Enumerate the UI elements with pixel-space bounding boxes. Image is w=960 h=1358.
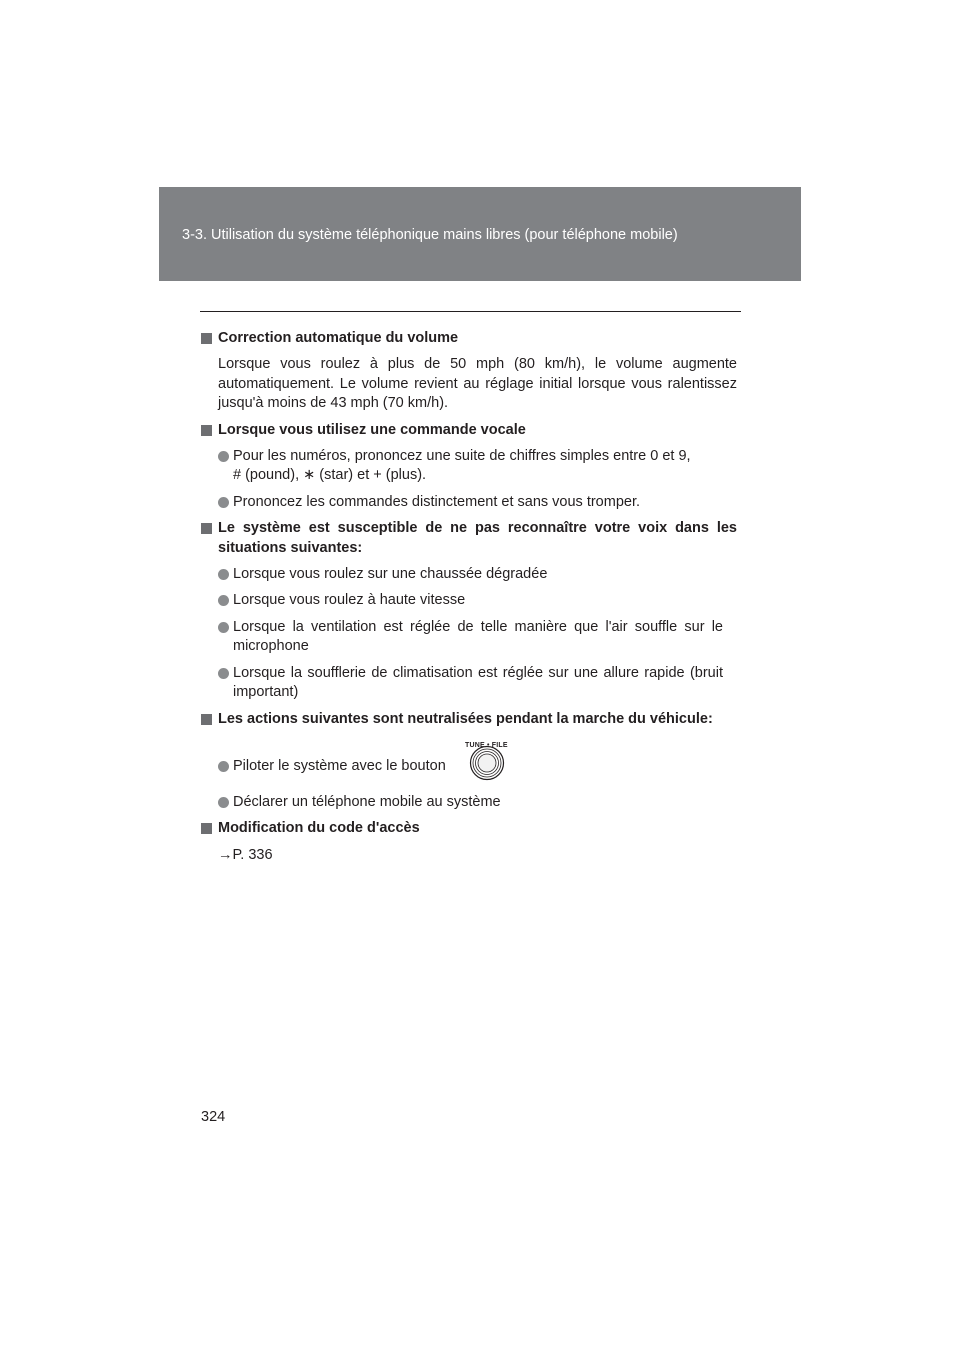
square-bullet-icon — [201, 714, 212, 725]
section-heading-text: Le système est susceptible de ne pas reconnaître votre voix dans les situations suivantes: — [218, 520, 737, 556]
round-bullet-icon — [218, 797, 229, 808]
section-heading-not-recognized — [201, 519, 737, 558]
list-item — [201, 565, 737, 584]
page-reference: →P. 336 — [218, 846, 273, 863]
list-item-text: Pour les numéros, prononcez une suite de chiffres simples entre 0 et 9, — [233, 448, 691, 465]
square-bullet-icon — [201, 523, 212, 534]
square-bullet-icon — [201, 425, 212, 436]
section-heading-text: Les actions suivantes sont neutralisées pendant la marche du véhicule: — [218, 710, 713, 727]
round-bullet-icon — [218, 451, 229, 462]
list-item-text: Lorsque la ventilation est réglée de telle manière que l'air souffle sur le microphone — [233, 618, 723, 655]
knob-label: TUNE • FILE — [465, 741, 508, 749]
round-bullet-icon — [218, 668, 229, 679]
list-item — [201, 447, 737, 486]
section-heading-disabled-actions — [201, 710, 737, 729]
round-bullet-icon — [218, 595, 229, 606]
square-bullet-icon — [201, 333, 212, 344]
round-bullet-icon — [218, 569, 229, 580]
list-item-text: # (pound), ∗ (star) et + (plus). — [233, 467, 427, 484]
list-item-text: Lorsque vous roulez sur une chaussée dégradée — [233, 566, 548, 583]
list-item-text: Lorsque vous roulez à haute vitesse — [233, 592, 466, 609]
chapter-header — [159, 187, 801, 281]
list-item — [201, 793, 737, 812]
page-number: 324 — [201, 1109, 226, 1125]
list-item-text: Déclarer un téléphone mobile au système — [233, 793, 501, 810]
list-item — [201, 591, 737, 610]
header-rule — [200, 311, 741, 312]
list-item-text: Lorsque la soufflerie de climatisation est réglée sur une allure rapide (bruit important) — [233, 664, 723, 701]
list-item — [201, 736, 737, 788]
list-item — [201, 493, 737, 512]
section-heading-text: Lorsque vous utilisez une commande vocale — [218, 421, 526, 438]
section-heading-text: Modification du code d'accès — [218, 820, 420, 837]
round-bullet-icon — [218, 497, 229, 508]
section-heading-auto-volume — [201, 329, 737, 348]
square-bullet-icon — [201, 823, 212, 834]
list-item-text: Prononcez les commandes distinctement et sans vous tromper. — [233, 493, 640, 510]
section-heading-text: Correction automatique du volume — [218, 330, 459, 346]
round-bullet-icon — [218, 622, 229, 633]
auto-volume-paragraph: Lorsque vous roulez à plus de 50 mph (80 km/h), le volume augmente automatiquement. Le volume revient au réglage initial lorsque vous ralentissez jusqu'à moins de 43 mph (70 km/h). — [218, 356, 737, 412]
tune-file-knob-icon — [469, 745, 505, 781]
section-heading-passcode — [201, 819, 737, 838]
list-item — [201, 618, 737, 657]
list-item-text: Piloter le système avec le bouton — [233, 757, 446, 774]
chapter-title: 3-3. Utilisation du système téléphonique mains libres (pour téléphone mobile) — [182, 227, 678, 243]
section-heading-voice-command — [201, 421, 737, 440]
page-content — [201, 329, 737, 865]
tune-file-knob — [463, 736, 511, 786]
list-item — [201, 664, 737, 703]
round-bullet-icon — [218, 761, 229, 772]
